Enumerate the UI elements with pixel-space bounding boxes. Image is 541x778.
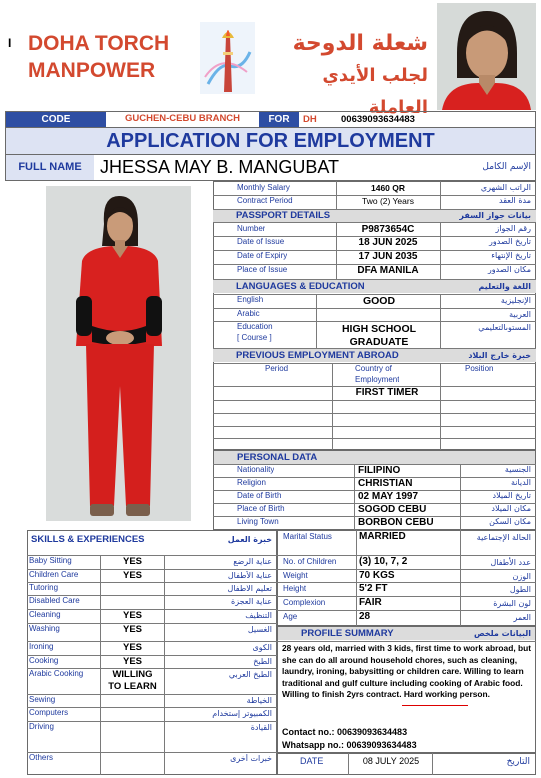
skills-title: SKILLS & EXPERIENCES — [31, 534, 145, 545]
code-label: CODE — [6, 112, 106, 127]
logo-en-line2: MANPOWER — [28, 59, 156, 82]
marital-label-ar: عدد الأطفال — [490, 558, 531, 567]
profile-whatsapp: Whatsapp no.: 00639093634483 — [282, 740, 417, 750]
profile-text: 28 years old, married with 3 kids, first time to work abroad, but she can do all around household chores, such as cleaning, laundry, ironing, babysitting or children care. Willing to learn traditional and gulf culture including cooking of Arabic food. Willing to finish 2yrs contract. Hard working person. — [282, 643, 531, 700]
for-label: FOR — [259, 112, 299, 127]
skill-label-ar: القيادة — [250, 723, 272, 732]
skill-value: YES — [122, 656, 142, 667]
nationality-label: Nationality — [237, 465, 275, 474]
education-course-label: [ Course ] — [237, 333, 272, 342]
pob-value: SOGOD CEBU — [358, 504, 427, 515]
skill-label-ar: الطبخ العربي — [228, 670, 272, 679]
skill-label-ar: التنظيف — [245, 611, 272, 620]
skill-label-ar: خبرات أخرى — [230, 754, 272, 763]
salary-label: Monthly Salary — [237, 183, 290, 192]
date-value: 08 JULY 2025 — [362, 756, 420, 766]
skill-label-ar: عناية العجزة — [231, 597, 272, 606]
full-name-label-ar: الإسم الكامل — [482, 162, 531, 172]
page-title: APPLICATION FOR EMPLOYMENT — [5, 128, 536, 154]
skill-label: Arabic Cooking — [29, 669, 84, 678]
education-ar: المستوىالتعليمي — [478, 323, 531, 332]
marital-label: Age — [283, 612, 298, 621]
profile-contact: Contact no.: 00639093634483 — [282, 727, 408, 737]
for-value: DH — [303, 114, 317, 125]
prev-col-country-2: Employment — [355, 375, 400, 384]
salary-label-ar: الراتب الشهري — [480, 183, 531, 192]
town-ar: مكان السكن — [489, 517, 531, 526]
personal-data-title: PERSONAL DATA — [237, 452, 318, 463]
passport-number-ar: رقم الجواز — [495, 224, 531, 233]
passport-issue-value: 18 JUN 2025 — [358, 237, 418, 248]
previous-employment-title: PREVIOUS EMPLOYMENT ABROAD — [236, 350, 399, 361]
prev-first-timer: FIRST TIMER — [355, 387, 419, 398]
skill-label: Washing — [29, 624, 60, 633]
town-value: BORBON CEBU — [358, 517, 434, 528]
skill-value: WILLING — [112, 669, 153, 680]
religion-label: Religion — [237, 478, 266, 487]
marital-value: 70 KGS — [359, 570, 395, 581]
skill-label: Cooking — [29, 656, 59, 665]
passport-issue-label: Date of Issue — [237, 237, 285, 246]
marital-label: Marital Status — [283, 532, 332, 541]
bar-phone: 00639093634483 — [341, 114, 415, 125]
arabic-ar: العربية — [509, 310, 531, 319]
logo-en — [28, 30, 169, 84]
marital-label-ar: الحالة الإجتماعية — [476, 533, 531, 542]
passport-expiry-label: Date of Expiry — [237, 251, 288, 260]
marital-value: 5'2 FT — [359, 583, 388, 594]
torch-tower-logo — [200, 22, 255, 94]
previous-employment-title-ar: خبرة خارج البلاد — [468, 351, 531, 360]
marital-value: 28 — [359, 611, 371, 622]
town-label: Living Town — [237, 517, 279, 526]
dob-label: Date of Birth — [237, 491, 282, 500]
info-bar — [5, 111, 536, 128]
branch-name: GUCHEN-CEBU BRANCH — [124, 113, 241, 124]
religion-ar: الديانة — [510, 478, 531, 487]
skill-label: Sewing — [29, 695, 56, 704]
nationality-value: FILIPINO — [358, 465, 401, 476]
skill-label: Driving — [29, 722, 54, 731]
skill-label-ar: الكمبيوتر إستخدام — [212, 709, 272, 718]
skill-label-ar: تعليم الاطفال — [227, 584, 272, 593]
marital-label-ar: الوزن — [512, 572, 531, 581]
pob-label: Place of Birth — [237, 504, 285, 513]
dob-ar: تاريخ الميلاد — [492, 491, 531, 500]
skill-label: Others — [29, 753, 54, 762]
corner-mark: I — [8, 36, 12, 50]
skill-label-ar: عناية الأطفال — [227, 571, 272, 580]
english-ar: الإنجليزية — [500, 296, 531, 305]
skill-label: Children Care — [29, 570, 79, 579]
passport-number-label: Number — [237, 224, 266, 233]
passport-place-ar: مكان الصدور — [487, 265, 531, 274]
passport-expiry-value: 17 JUN 2035 — [358, 251, 418, 262]
marital-label-ar: لون البشرة — [493, 599, 531, 608]
prev-col-country-1: Country of — [355, 364, 392, 373]
prev-col-position: Position — [465, 364, 494, 373]
passport-expiry-ar: تاريخ الإنتهاء — [491, 251, 531, 260]
nationality-ar: الجنسية — [504, 465, 531, 474]
skill-value: YES — [122, 610, 142, 621]
skill-label: Tutoring — [29, 583, 59, 592]
salary-value: 1460 QR — [370, 183, 406, 193]
contract-period-label: Contract Period — [237, 196, 293, 205]
english-label: English — [237, 295, 264, 304]
dob-value: 02 MAY 1997 — [358, 491, 419, 502]
skill-value-line2: TO LEARN — [108, 681, 157, 692]
marital-label: Weight — [283, 571, 308, 580]
religion-value: CHRISTIAN — [358, 478, 413, 489]
skill-label: Computers — [29, 708, 69, 717]
marital-label-ar: الطول — [509, 585, 531, 594]
passport-issue-ar: تاريخ الصدور — [489, 237, 531, 246]
skill-label: Cleaning — [29, 610, 61, 619]
passport-place-label: Place of Issue — [237, 265, 288, 274]
marital-label-ar: العمر — [513, 613, 531, 622]
full-name-label: FULL NAME — [6, 155, 94, 180]
skill-label-ar: الغسيل — [247, 625, 272, 634]
skill-value: YES — [122, 642, 142, 653]
education-value-1: HIGH SCHOOL — [341, 323, 417, 335]
marital-value: (3) 10, 7, 2 — [359, 556, 408, 567]
passport-title-ar: بيانات جواز السفر — [459, 211, 531, 220]
languages-title-ar: اللغة والتعليم — [478, 282, 531, 291]
personal-data-header — [214, 451, 535, 464]
applicant-headshot — [437, 3, 536, 110]
logo-ar-line1: شعلة الدوحة — [292, 31, 428, 56]
logo-ar-line2: لجلب الأيدي العاملة — [322, 65, 428, 118]
contract-period-value: Two (2) Years — [362, 196, 414, 206]
prev-col-period: Period — [265, 364, 289, 373]
profile-title: PROFILE SUMMARY — [301, 628, 394, 639]
education-label: Education — [237, 322, 273, 331]
logo-en-line1: DOHA TORCH — [28, 32, 170, 55]
skill-label-ar: الطبخ — [253, 657, 272, 666]
skill-value: YES — [122, 624, 142, 635]
contract-period-label-ar: مدة العقد — [499, 196, 531, 205]
full-name-value: JHESSA MAY B. MANGUBAT — [100, 157, 340, 177]
applicant-full-photo — [46, 186, 191, 521]
passport-place-value: DFA MANILA — [357, 265, 419, 276]
date-ar: التاريخ — [506, 757, 530, 767]
skill-label-ar: عناية الرضع — [233, 557, 272, 566]
logo-ar — [268, 28, 428, 124]
skill-label: Disabled Care — [29, 596, 80, 605]
skills-title-ar: خبرة العمل — [227, 535, 272, 544]
marital-value: MARRIED — [359, 531, 406, 542]
languages-title: LANGUAGES & EDUCATION — [236, 281, 365, 292]
name-row — [5, 154, 536, 181]
skill-label-ar: الخياطة — [246, 696, 272, 705]
arabic-label: Arabic — [237, 309, 260, 318]
skill-label-ar: الكوى — [252, 643, 272, 652]
skill-value: YES — [122, 570, 142, 581]
pob-ar: مكان الميلاد — [491, 504, 531, 513]
education-value-2: GRADUATE — [349, 336, 409, 348]
marital-label: Complexion — [283, 598, 326, 607]
marital-label: Height — [283, 584, 307, 593]
passport-number-value: P9873654C — [361, 224, 415, 235]
skill-label: Baby Sitting — [29, 556, 72, 565]
passport-title: PASSPORT DETAILS — [236, 210, 331, 221]
marital-value: FAIR — [359, 597, 382, 608]
date-label: DATE — [300, 756, 324, 766]
profile-title-ar: البيانات ملخص — [473, 629, 531, 638]
english-value: GOOD — [362, 295, 396, 307]
skill-value: YES — [122, 556, 142, 567]
marital-label: No. of Children — [283, 557, 337, 566]
skill-label: Ironing — [29, 642, 54, 651]
